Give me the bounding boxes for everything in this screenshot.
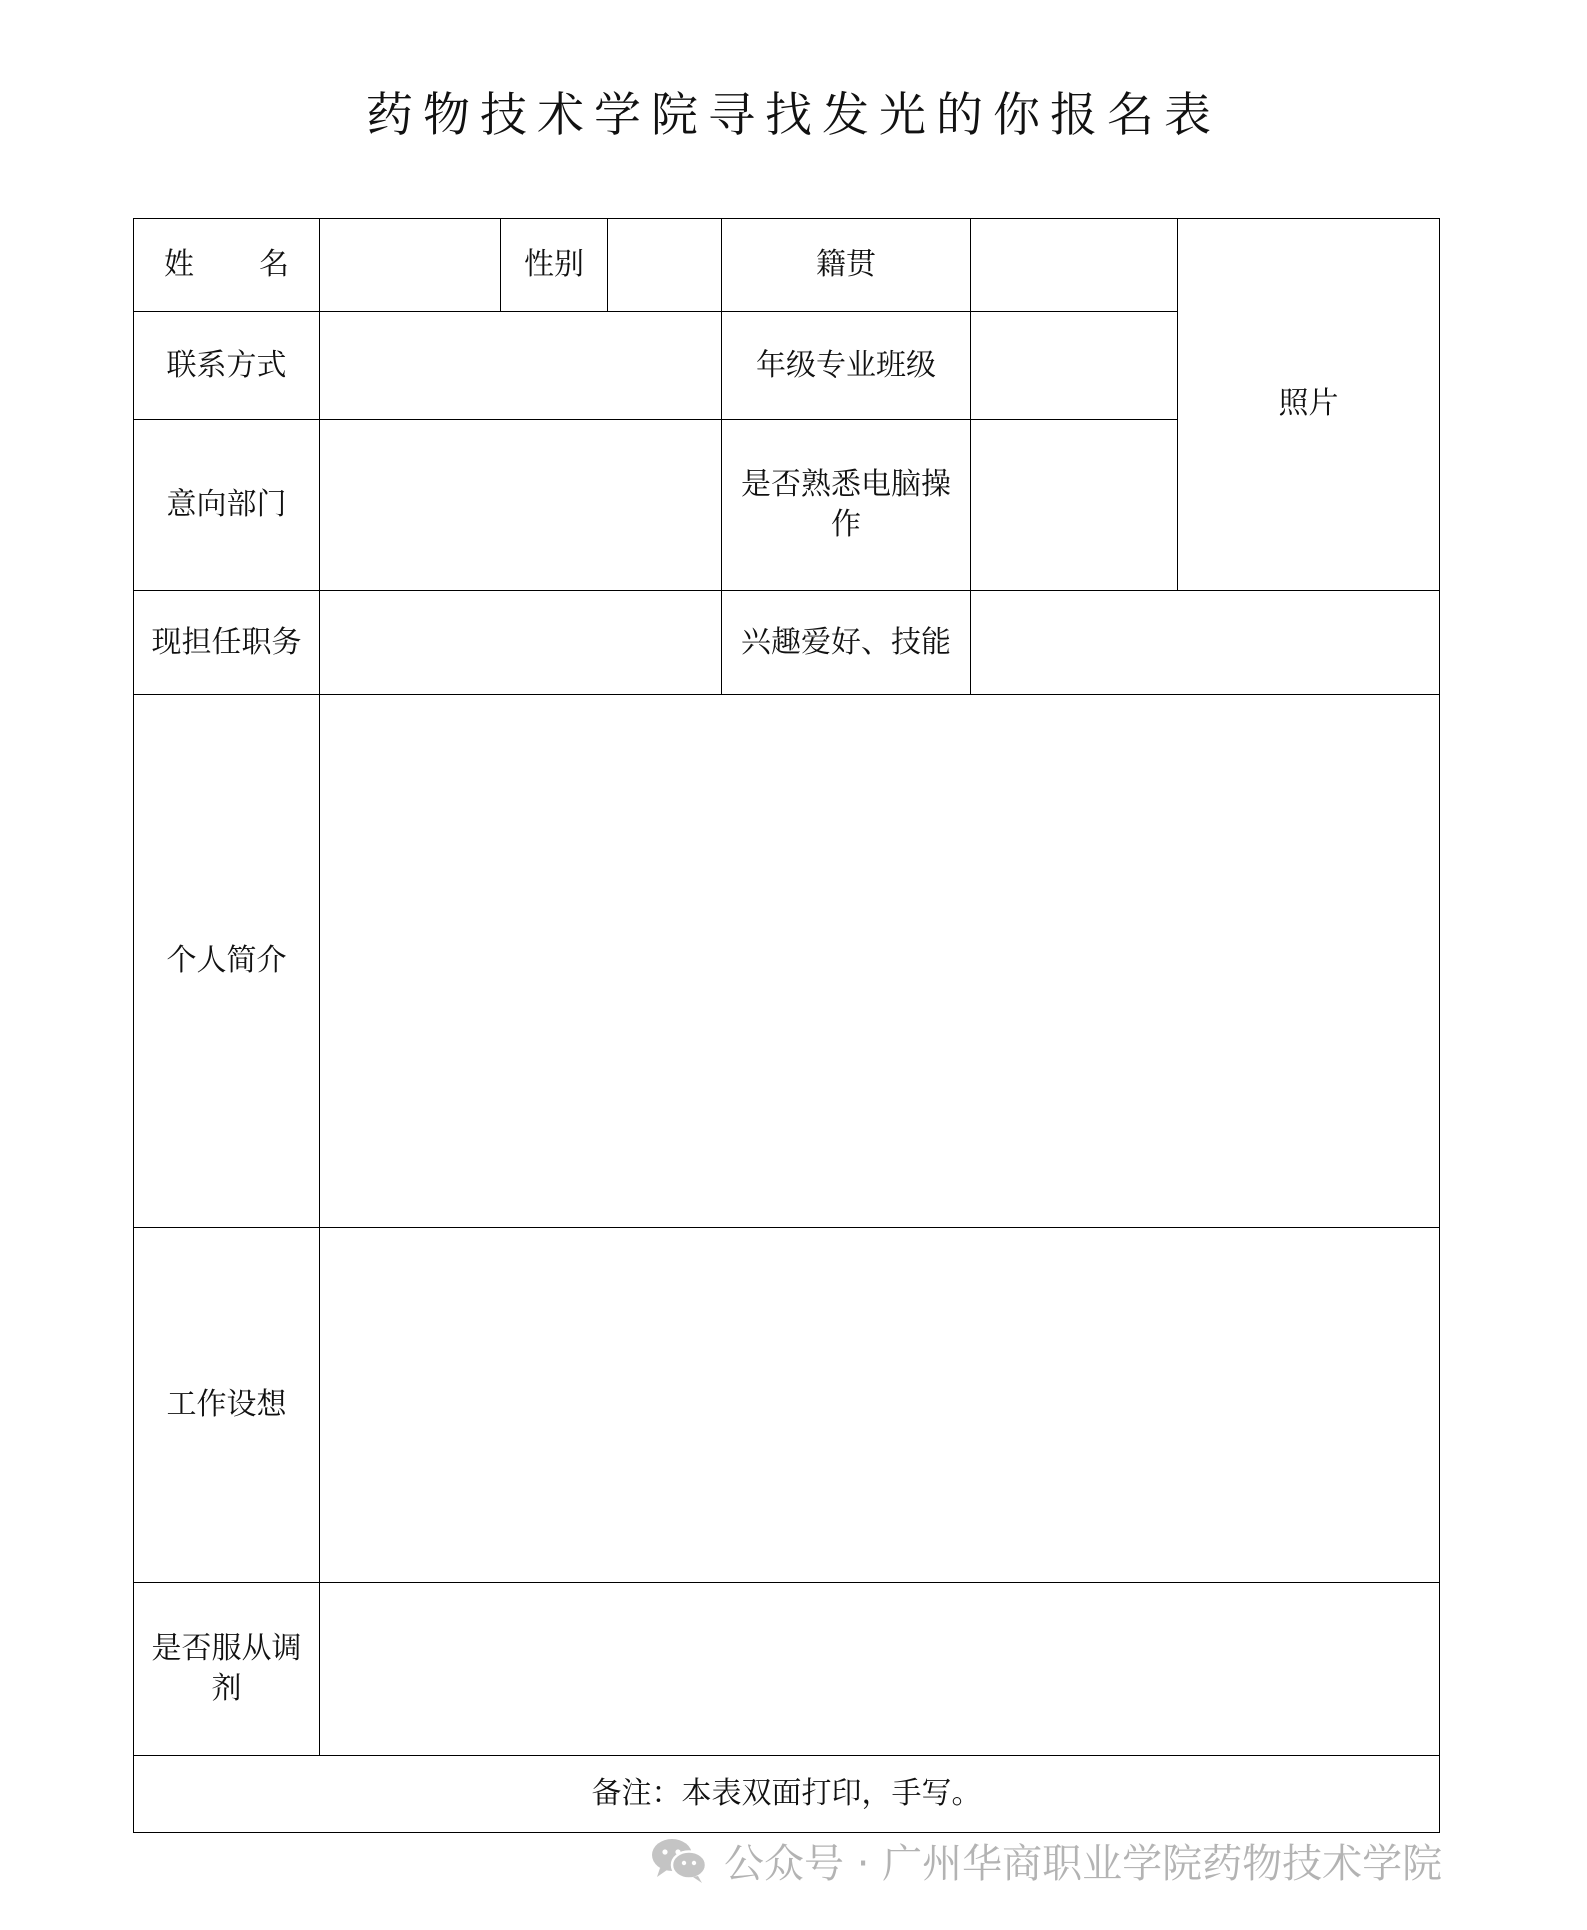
page-title: 药物技术学院寻找发光的你报名表	[366, 88, 1221, 143]
grade-major-class-label: 年级专业班级	[722, 312, 971, 420]
gender-label: 性别	[501, 219, 608, 312]
registration-form	[133, 218, 1440, 1833]
native-place-label: 籍贯	[722, 219, 971, 312]
wechat-icon	[648, 1835, 710, 1885]
adjust-field[interactable]	[320, 1583, 1440, 1755]
grade-major-class-field[interactable]	[971, 312, 1178, 420]
note-row: 备注：本表双面打印，手写。	[134, 1755, 1440, 1832]
footer-text: 公众号 · 广州华商职业学院药物技术学院	[724, 1840, 1443, 1887]
hobbies-label: 兴趣爱好、技能	[722, 590, 971, 694]
photo-box[interactable]	[1178, 219, 1440, 591]
name-label: 姓 名	[134, 219, 320, 312]
plan-field[interactable]	[320, 1228, 1440, 1583]
position-field[interactable]	[320, 590, 722, 694]
contact-field[interactable]	[320, 312, 722, 420]
adjust-label: 是否服从调剂	[134, 1583, 320, 1755]
computer-skill-label: 是否熟悉电脑操作	[722, 420, 971, 590]
plan-label: 工作设想	[134, 1228, 320, 1583]
department-field[interactable]	[320, 420, 722, 590]
footer-watermark	[648, 1830, 1548, 1890]
department-label: 意向部门	[134, 420, 320, 590]
contact-label: 联系方式	[134, 312, 320, 420]
hobbies-field[interactable]	[971, 590, 1440, 694]
native-place-field[interactable]	[971, 219, 1178, 312]
name-field[interactable]	[320, 219, 501, 312]
photo-label: 照片	[1278, 386, 1339, 422]
gender-field[interactable]	[608, 219, 722, 312]
position-label: 现担任职务	[134, 590, 320, 694]
intro-field[interactable]	[320, 695, 1440, 1228]
intro-label: 个人简介	[134, 695, 320, 1228]
computer-skill-field[interactable]	[971, 420, 1178, 590]
